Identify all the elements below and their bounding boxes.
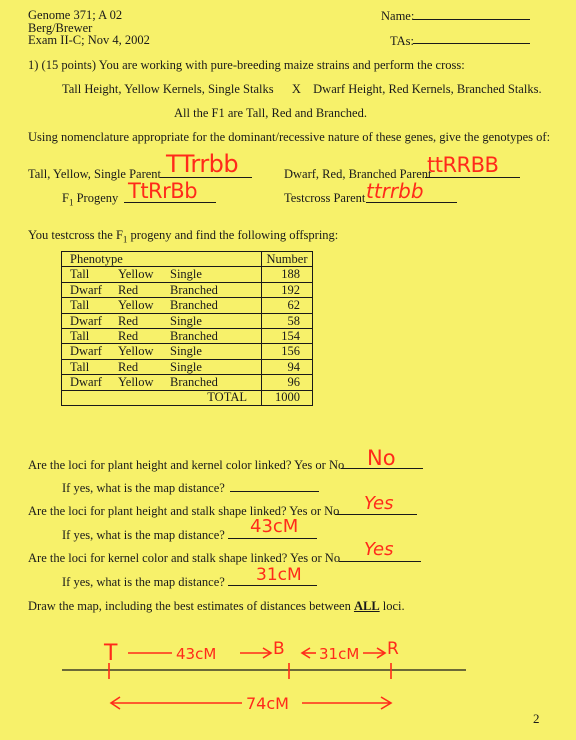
height-value: Dwarf (70, 282, 102, 297)
exam-date: Exam II-C; Nov 4, 2002 (28, 33, 150, 47)
total-value: 1000 (262, 390, 313, 405)
tas-label: TAs: (390, 34, 414, 48)
phenotype-cell (62, 359, 262, 374)
table-total-row (62, 390, 313, 405)
linkage-q2-map-field[interactable] (228, 538, 317, 539)
table-row (62, 359, 313, 374)
height-value: Dwarf (70, 344, 102, 359)
table-row (62, 344, 313, 359)
total-label: TOTAL (62, 390, 262, 405)
phenotype-cell (62, 313, 262, 328)
dist-total-label: 74cM (246, 694, 289, 713)
linkage-q3: Are the loci for kernel color and stalk shape linked? Yes or No (28, 551, 341, 565)
linkage-q1-map: If yes, what is the map distance? (62, 481, 225, 495)
height-value: Dwarf (70, 313, 102, 328)
number-cell: 96 (262, 375, 313, 390)
name-label: Name: (381, 9, 415, 23)
stalk-value: Branched (170, 328, 218, 343)
stalk-value: Single (170, 359, 202, 374)
kernel-value: Yellow (118, 298, 154, 313)
number-cell: 62 (262, 298, 313, 313)
tas-field[interactable] (413, 43, 530, 44)
linkage-q2-map-answer: 43cM (250, 516, 299, 537)
map-instruction-bold: ALL (353, 599, 380, 613)
stalk-value: Single (170, 344, 202, 359)
linkage-q3-map-field[interactable] (228, 585, 317, 586)
testcross-parent-answer: ttrrbb (366, 179, 424, 203)
number-cell: 156 (262, 344, 313, 359)
name-field[interactable] (413, 19, 530, 20)
height-value: Dwarf (70, 375, 102, 390)
testcross-intro: You testcross the $F_1$ progeny and find the following offspring: (28, 228, 339, 245)
kernel-value: Yellow (118, 375, 154, 390)
nomenclature-instruction: Using nomenclature appropriate for the dominant/recessive nature of these genes, give the genotypes of: (28, 130, 551, 144)
testcross-parent-label: Testcross Parent (284, 191, 366, 205)
height-value: Tall (70, 328, 90, 343)
kernel-value: Red (118, 328, 139, 343)
genetic-map-drawing (0, 630, 576, 715)
height-value: Tall (70, 359, 90, 374)
header-phenotype: Phenotype (62, 252, 262, 267)
f1-progeny-answer: TtRrBb (128, 179, 198, 203)
number-cell: 188 (262, 267, 313, 282)
table-header-row (62, 252, 313, 267)
linkage-q2-field[interactable] (335, 514, 417, 515)
table-row (62, 267, 313, 282)
number-cell: 58 (262, 313, 313, 328)
dist-tb-label: 43cM (176, 645, 217, 663)
stalk-value: Single (170, 313, 202, 328)
tys-parent-label: Tall, Yellow, Single Parent (28, 167, 162, 181)
f1-progeny-label: $F_1$ Progeny (62, 191, 119, 208)
locus-r-label: R (387, 639, 399, 659)
number-cell: 154 (262, 328, 313, 343)
kernel-value: Red (118, 313, 139, 328)
kernel-value: Red (118, 282, 139, 297)
course-title: Genome 371; A 02 (28, 8, 123, 22)
f1-statement: All the F1 are Tall, Red and Branched. (174, 106, 367, 120)
linkage-q3-map-answer: 31cM (256, 565, 302, 585)
phenotype-cell (62, 328, 262, 343)
linkage-q1-answer: No (367, 446, 396, 470)
locus-b-label: B (273, 639, 285, 659)
linkage-q3-answer: Yes (364, 539, 394, 560)
phenotype-cell (62, 375, 262, 390)
linkage-q3-map: If yes, what is the map distance? (62, 575, 225, 589)
cross-symbol: X (291, 82, 301, 96)
linkage-q1: Are the loci for plant height and kernel color linked? Yes or No (28, 458, 345, 472)
map-instruction (28, 600, 405, 613)
locus-t-label: T (104, 641, 118, 666)
map-instruction-suffix: loci. (379, 599, 405, 613)
number-cell: 94 (262, 359, 313, 374)
stalk-value: Branched (170, 375, 218, 390)
stalk-value: Branched (170, 282, 218, 297)
course-header (28, 9, 150, 47)
page-number: 2 (533, 711, 540, 726)
offspring-table (61, 251, 313, 406)
linkage-q2: Are the loci for plant height and stalk shape linked? Yes or No (28, 504, 340, 518)
table-row (62, 282, 313, 297)
dist-br-label: 31cM (319, 645, 360, 663)
table-row (62, 375, 313, 390)
number-cell: 192 (262, 282, 313, 297)
drb-parent-answer: ttRRBB (427, 153, 499, 177)
drb-parent-label: Dwarf, Red, Branched Parent (284, 167, 432, 181)
phenotype-cell (62, 282, 262, 297)
cross-left: Tall Height, Yellow Kernels, Single Stalks (62, 82, 274, 96)
cross-description (62, 83, 542, 96)
linkage-q1-map-field[interactable] (230, 491, 319, 492)
stalk-value: Single (170, 267, 202, 282)
linkage-q2-map: If yes, what is the map distance? (62, 528, 225, 542)
phenotype-cell (62, 344, 262, 359)
phenotype-cell (62, 298, 262, 313)
kernel-value: Red (118, 359, 139, 374)
drb-parent-field[interactable] (425, 177, 520, 178)
kernel-value: Yellow (118, 267, 154, 282)
table-row (62, 298, 313, 313)
header-number: Number (262, 252, 313, 267)
height-value: Tall (70, 267, 90, 282)
stalk-value: Branched (170, 298, 218, 313)
cross-right: Dwarf Height, Red Kernels, Branched Stalks. (313, 82, 542, 96)
height-value: Tall (70, 298, 90, 313)
table-row (62, 313, 313, 328)
question-intro: 1) (15 points) You are working with pure-breeding maize strains and perform the cross: (28, 58, 465, 72)
table-row (62, 328, 313, 343)
instructors: Berg/Brewer (28, 20, 93, 35)
phenotype-cell (62, 267, 262, 282)
kernel-value: Yellow (118, 344, 154, 359)
linkage-q2-answer: Yes (364, 493, 394, 514)
tys-parent-answer: TTrrbb (166, 150, 239, 178)
map-instruction-prefix: Draw the map, including the best estimates of distances between (28, 599, 354, 613)
linkage-q3-field[interactable] (339, 561, 421, 562)
